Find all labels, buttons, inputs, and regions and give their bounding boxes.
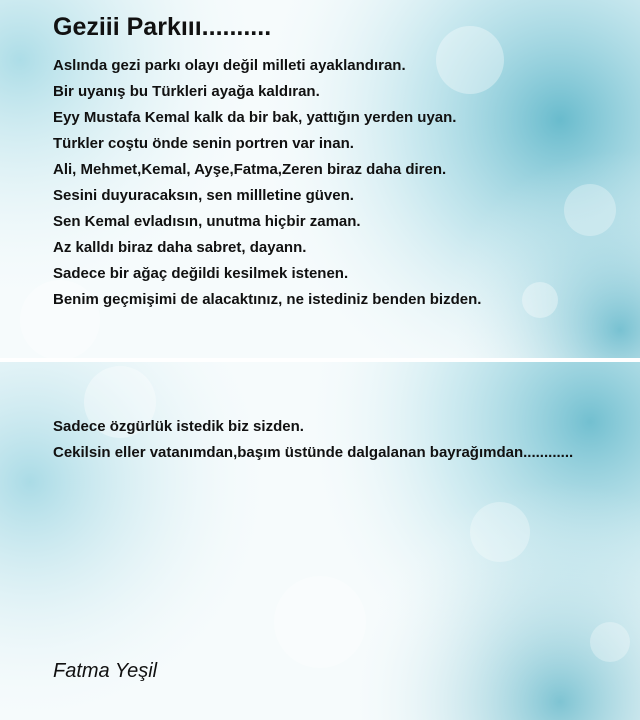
poem-title: Geziii Parkııı..........	[53, 13, 272, 41]
poem-line: Benim geçmişimi de alacaktınız, ne istediniz benden bizden.	[53, 291, 482, 308]
poem-line: Eyy Mustafa Kemal kalk da bir bak, yattığın yerden uyan.	[53, 109, 457, 126]
poem-line: Sadece özgürlük istedik biz sizden.	[53, 418, 304, 435]
poem-line: Ali, Mehmet,Kemal, Ayşe,Fatma,Zeren biraz daha diren.	[53, 161, 447, 178]
poem-line: Sen Kemal evladısın, unutma hiçbir zaman.	[53, 213, 361, 230]
stanza-2	[53, 414, 573, 466]
poem-line: Az kalldı biraz daha sabret, dayann.	[53, 239, 307, 256]
poem-line: Cekilsin eller vatanımdan,başım üstünde dalgalanan bayrağımdan............	[53, 444, 574, 461]
poem-line: Türkler coştu önde senin portren var inan.	[53, 135, 354, 152]
stanza-1	[53, 53, 481, 313]
poem-line: Sadece bir ağaç değildi kesilmek istenen.	[53, 265, 349, 282]
poem-card-top	[0, 0, 640, 358]
poem-author: Fatma Yeşil	[53, 660, 158, 682]
poem-line: Bir uyanış bu Türkleri ayağa kaldıran.	[53, 83, 320, 100]
poem-card-bottom	[0, 362, 640, 720]
poem-line: Sesini duyuracaksın, sen millletine güven.	[53, 187, 354, 204]
poem-line: Aslında gezi parkı olayı değil milleti ayaklandıran.	[53, 57, 406, 74]
